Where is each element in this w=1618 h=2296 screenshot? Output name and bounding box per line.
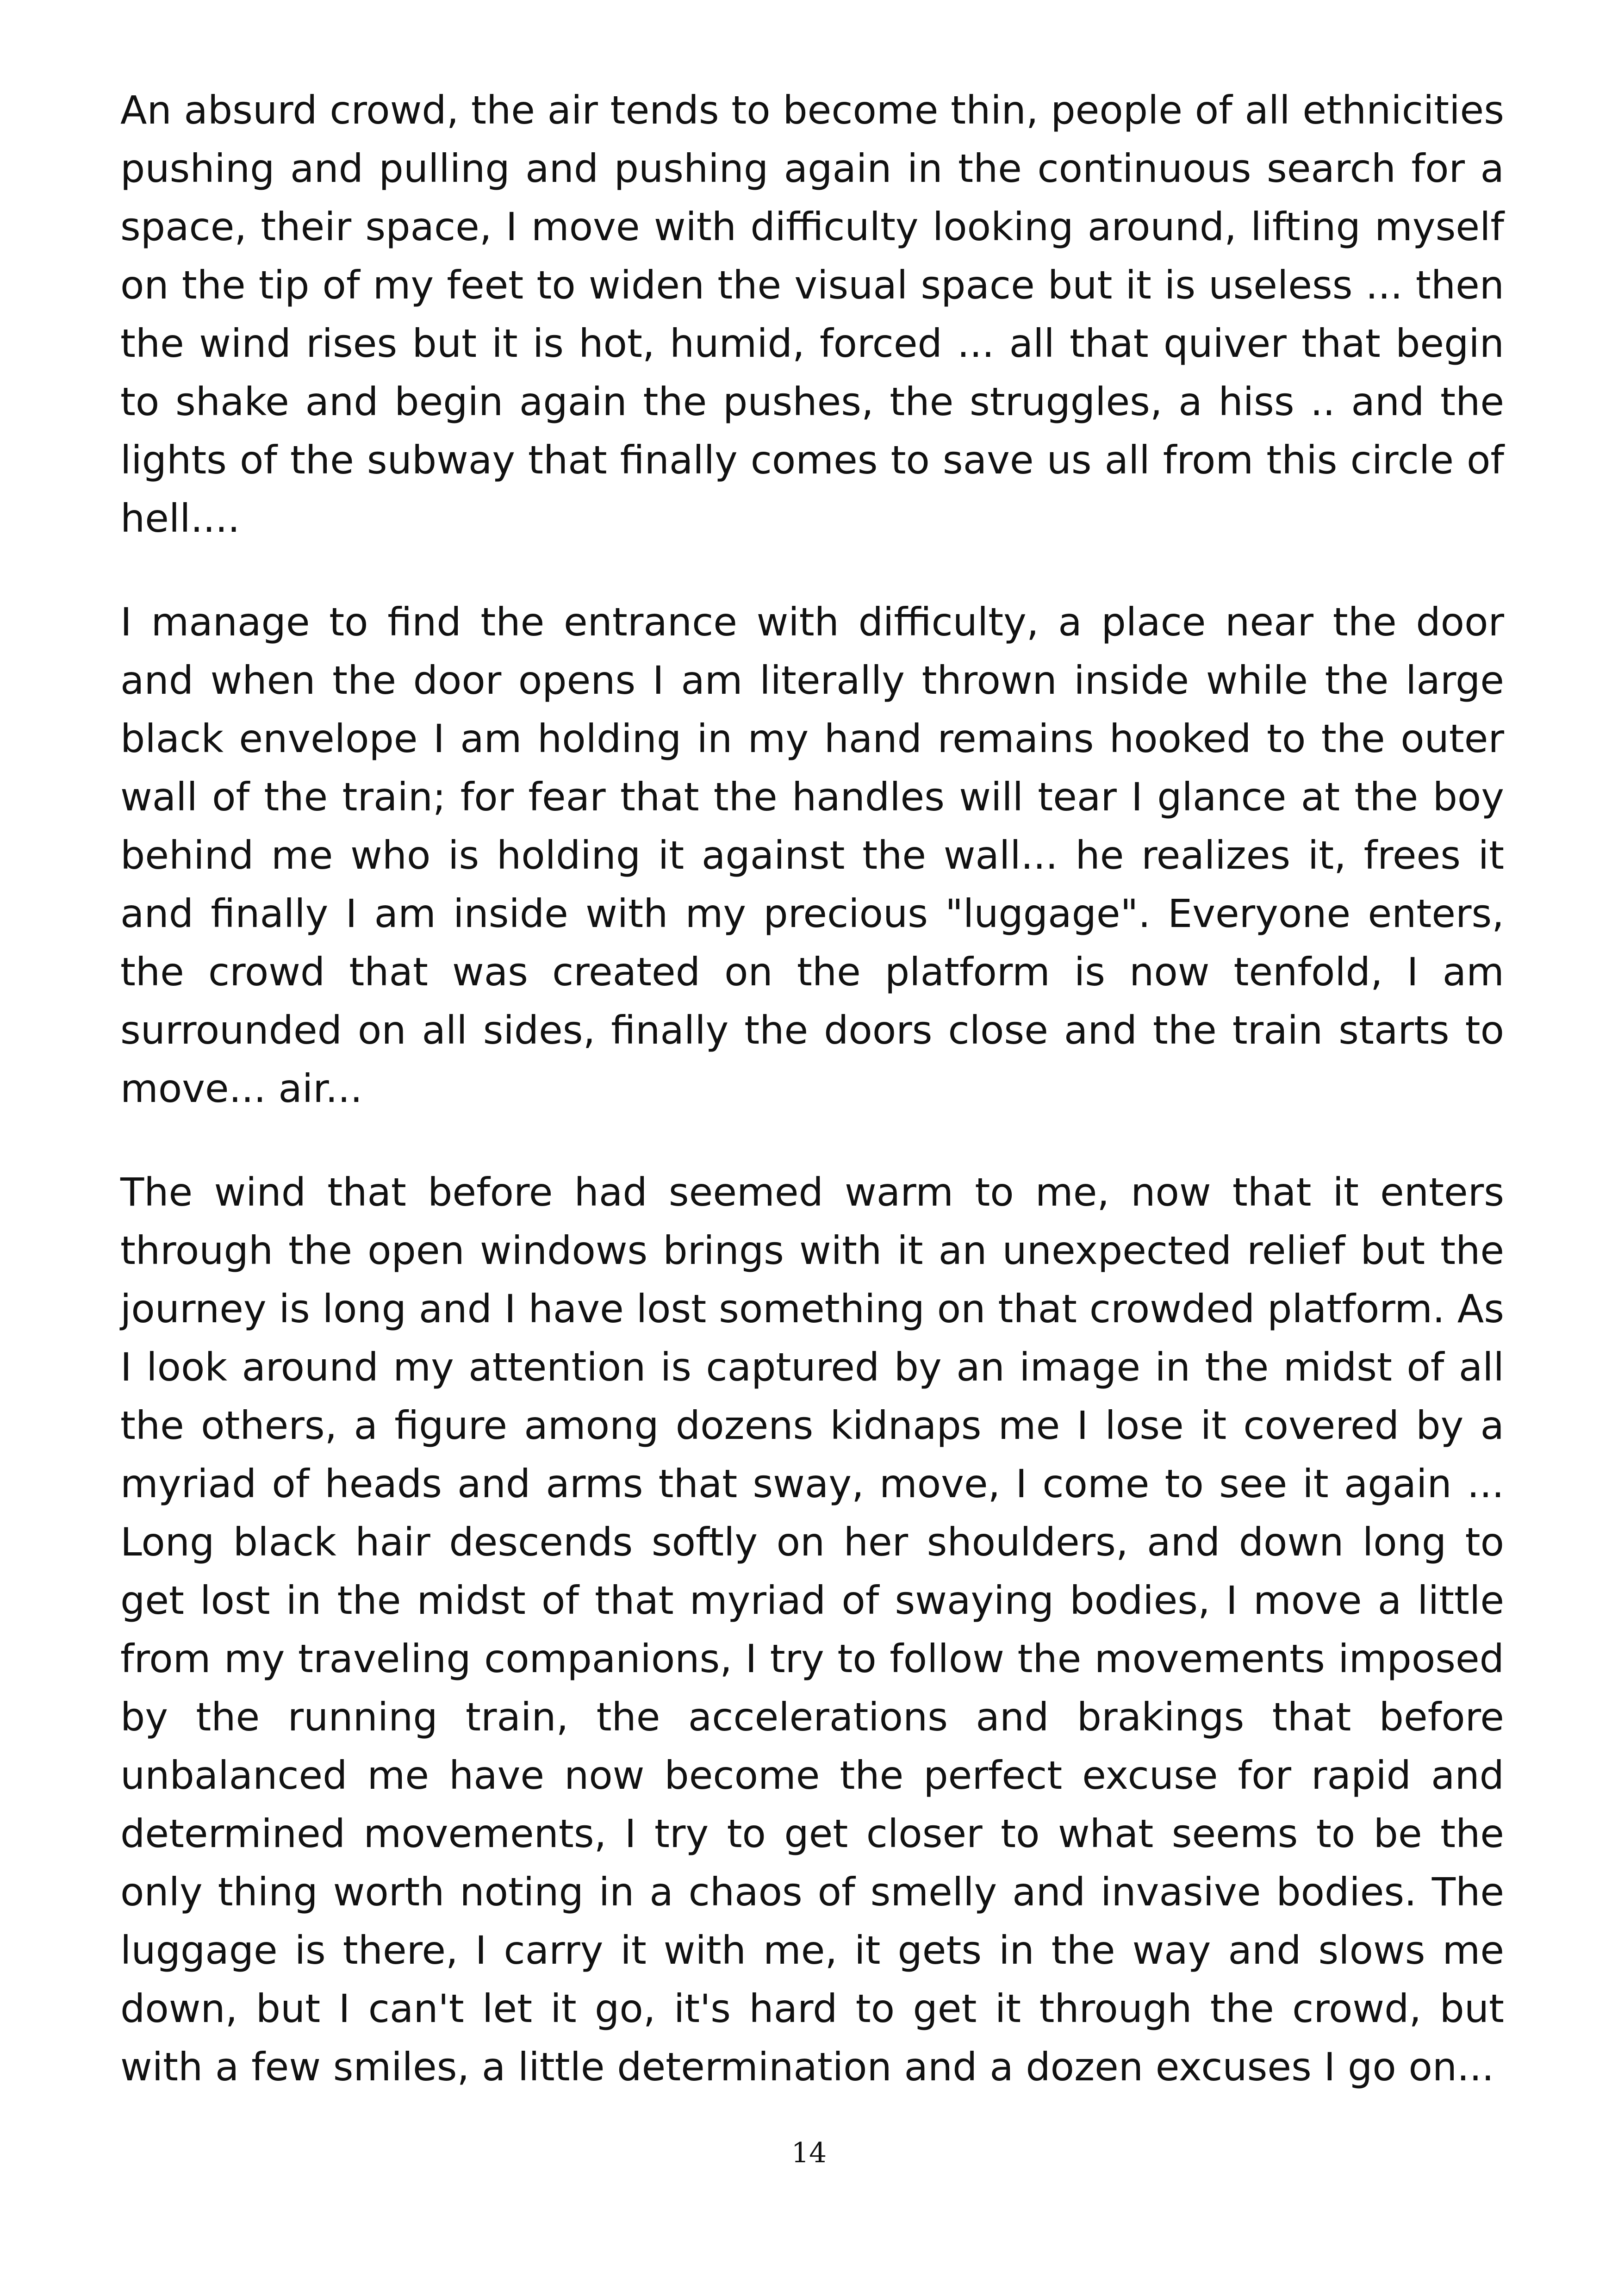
- paragraph-3: The wind that before had seemed warm to me, now that it enters through the open windows brings with it an unexpected relief but the journey is long and I have lost something on that crowded platform. As I look around my attention is captured by an image in the midst of all the others, a figure among dozens kidnaps me I lose it covered by a myriad of heads and arms that sway, move, I come to see it again ... Long black hair descends softly on her shoulders, and down long to get lost in the midst of that myriad of swaying bodies, I move a little from my traveling companions, I try to follow the movements imposed by the running train, the accelerations and brakings that before unbalanced me have now become the perfect excuse for rapid and determined movements, I try to get closer to what seems to be the only thing worth noting in a chaos of smelly and invasive bodies. The luggage is there, I carry it with me, it gets in the way and slows me down, but I can't let it go, it's hard to get it through the crowd, but with a few smiles, a little determination and a dozen excuses I go on...: [120, 1170, 1504, 2090]
- paragraph-1: An absurd crowd, the air tends to become thin, people of all ethnicities pushing and pulling and pushing again in the continuous search for a space, their space, I move with difficulty looking around, lifting myself on the tip of my feet to widen the visual space but it is useless ... then the wind rises but it is hot, humid, forced ... all that quiver that begin to shake and begin again the pushes, the struggles, a hiss .. and the lights of the subway that finally comes to save us all from this circle of hell....: [120, 87, 1504, 541]
- page-number: 14: [791, 2137, 827, 2169]
- paragraph-2: I manage to find the entrance with difficulty, a place near the door and when the door opens I am literally thrown inside while the large black envelope I am holding in my hand remains hooked to the outer wall of the train; for fear that the handles will tear I glance at the boy behind me who is holding it against the wall... he realizes it, frees it and finally I am inside with my precious "luggage". Everyone enters, the crowd that was created on the platform is now tenfold, I am surrounded on all sides, finally the doors close and the train starts to move... air...: [120, 599, 1504, 1111]
- body-text: [120, 81, 1504, 2141]
